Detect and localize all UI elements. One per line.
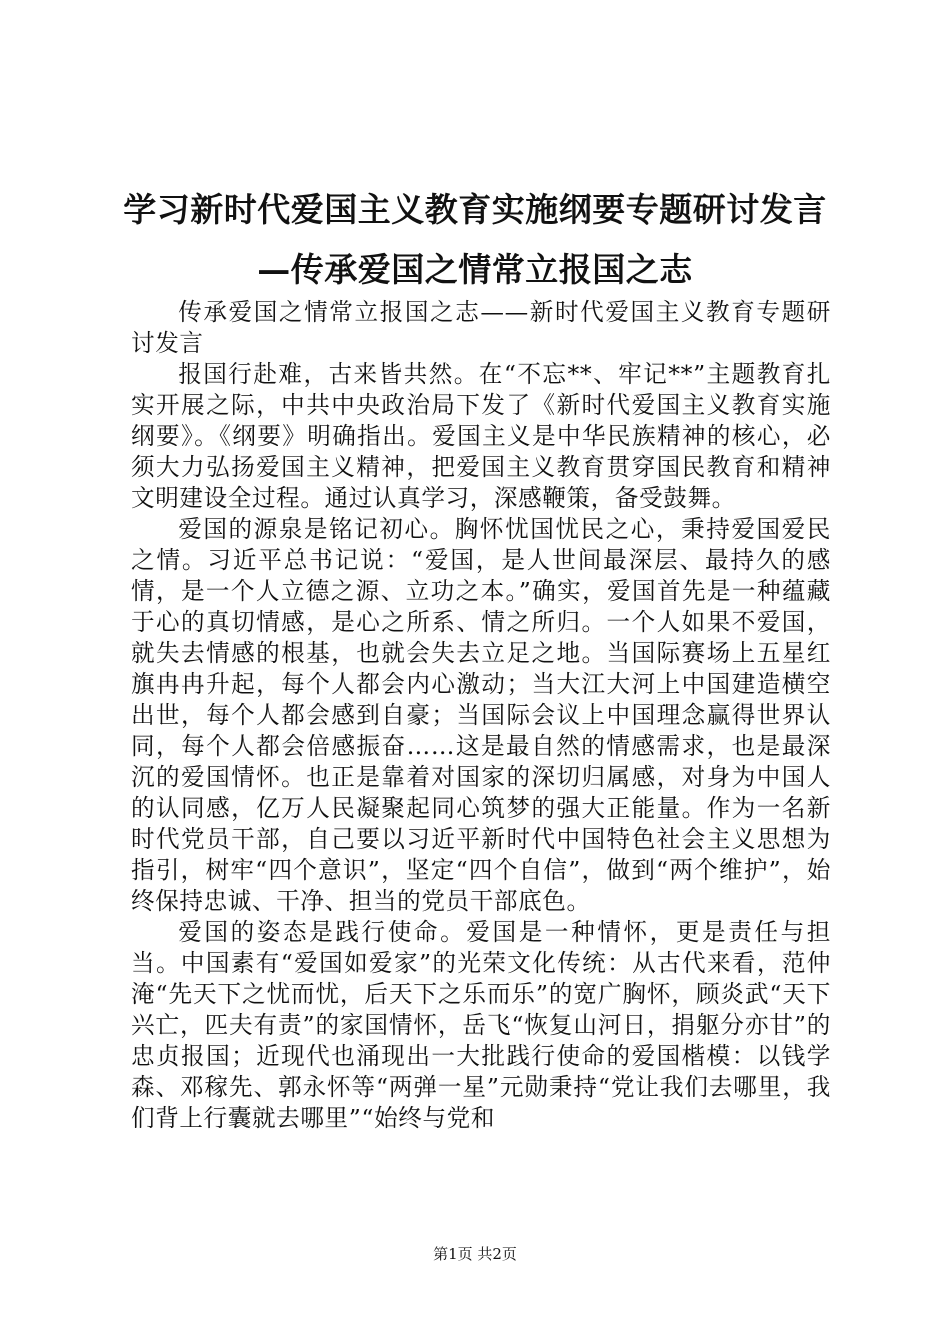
paragraph-intro: 报国行赴难，古来皆共然。在“不忘**、牢记**”主题教育扎实开展之际，中共中央政治局下发了《新时代爱国主义教育实施纲要》。《纲要》明确指出。爱国主义是中华民族精神的核心，必须大力弘扬爱国主义精神，把爱国主义教育贯穿国民教育和精神文明建设全过程。通过认真学习，深感鞭策，备受鼓舞。	[131, 360, 831, 512]
document-body	[131, 297, 831, 1134]
paragraph-posture-of-patriotism: 爱国的姿态是践行使命。爱国是一种情怀，更是责任与担当。中国素有“爱国如爱家”的光荣文化传统：从古代来看，范仲淹“先天下之忧而忧，后天下之乐而乐”的宽广胸怀，顾炎武“天下兴亡，匹夫有责”的家国情怀，岳飞“恢复山河日，捐躯分亦甘”的忠贞报国；近现代也涌现出一大批践行使命的爱国楷模：以钱学森、邓稼先、郭永怀等“两弹一星”元勋秉持“党让我们去哪里，我们背上行囊就去哪里”“始终与党和	[131, 918, 831, 1132]
document-title: 学习新时代爱国主义教育实施纲要专题研讨发言—传承爱国之情常立报国之志	[123, 190, 827, 290]
paragraph-subtitle: 传承爱国之情常立报国之志——新时代爱国主义教育专题研讨发言	[131, 298, 831, 357]
paragraph-source-of-patriotism: 爱国的源泉是铭记初心。胸怀忧国忧民之心，秉持爱国爱民之情。习近平总书记说：“爱国，是人世间最深层、最持久的感情，是一个人立德之源、立功之本。”确实，爱国首先是一种蕴藏于心的真切情感，是心之所系、情之所归。一个人如果不爱国，就失去情感的根基，也就会失去立足之地。当国际赛场上五星红旗冉冉升起，每个人都会内心激动；当大江大河上中国建造横空出世，每个人都会感到自豪；当国际会议上中国理念赢得世界认同，每个人都会倍感振奋……这是最自然的情感需求，也是最深沉的爱国情怀。也正是靠着对国家的深切归属感，对身为中国人的认同感，亿万人民凝聚起同心筑梦的强大正能量。作为一名新时代党员干部，自己要以习近平新时代中国特色社会主义思想为指引，树牢“四个意识”，坚定“四个自信”，做到“两个维护”，始终保持忠诚、干净、担当的党员干部底色。	[131, 515, 831, 915]
page-footer: 第1页 共2页	[433, 1245, 517, 1263]
